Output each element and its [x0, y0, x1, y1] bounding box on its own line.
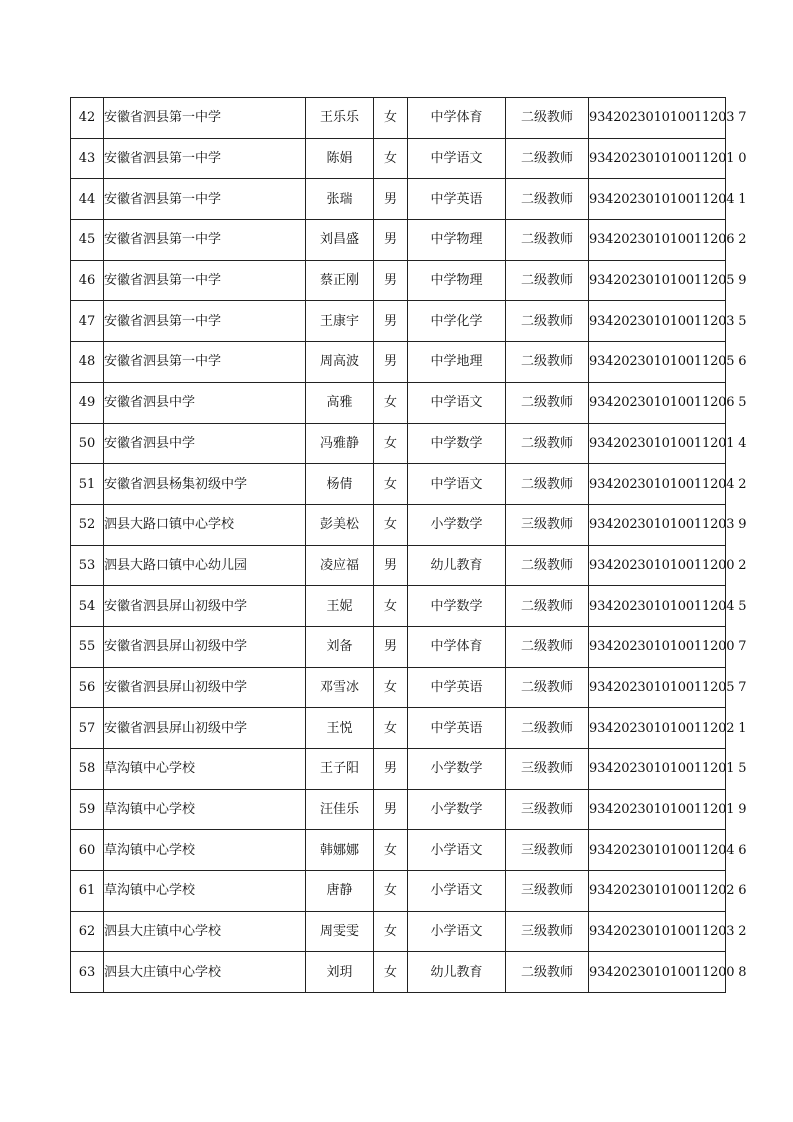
- certificate-number-cell: 934202301010011206 2: [589, 220, 726, 261]
- subject-cell: 小学数学: [408, 749, 506, 790]
- subject-cell: 中学体育: [408, 626, 506, 667]
- teacher-name-cell: 王乐乐: [306, 98, 374, 139]
- school-name-cell: 安徽省泗县第一中学: [104, 220, 306, 261]
- serial-number-cell: 62: [71, 911, 104, 952]
- subject-cell: 小学语文: [408, 830, 506, 871]
- subject-cell: 中学物理: [408, 220, 506, 261]
- subject-cell: 幼儿教育: [408, 952, 506, 993]
- gender-cell: 男: [374, 342, 408, 383]
- school-name-cell: 泗县大庄镇中心学校: [104, 952, 306, 993]
- serial-number-cell: 53: [71, 545, 104, 586]
- title-rank-cell: 二级教师: [506, 545, 589, 586]
- table-row: [71, 220, 726, 261]
- serial-number-cell: 54: [71, 586, 104, 627]
- school-name-cell: 草沟镇中心学校: [104, 830, 306, 871]
- school-name-cell: 安徽省泗县中学: [104, 423, 306, 464]
- school-name-cell: 安徽省泗县第一中学: [104, 138, 306, 179]
- serial-number-cell: 47: [71, 301, 104, 342]
- subject-cell: 小学语文: [408, 871, 506, 912]
- subject-cell: 中学数学: [408, 586, 506, 627]
- gender-cell: 男: [374, 179, 408, 220]
- serial-number-cell: 55: [71, 626, 104, 667]
- title-rank-cell: 二级教师: [506, 98, 589, 139]
- gender-cell: 女: [374, 382, 408, 423]
- title-rank-cell: 三级教师: [506, 504, 589, 545]
- subject-cell: 中学英语: [408, 179, 506, 220]
- title-rank-cell: 三级教师: [506, 911, 589, 952]
- table-row: [71, 586, 726, 627]
- school-name-cell: 安徽省泗县屏山初级中学: [104, 586, 306, 627]
- certificate-number-cell: 934202301010011202 6: [589, 871, 726, 912]
- teacher-name-cell: 蔡正刚: [306, 260, 374, 301]
- certificate-number-cell: 934202301010011205 6: [589, 342, 726, 383]
- table-row: [71, 423, 726, 464]
- subject-cell: 中学体育: [408, 98, 506, 139]
- teacher-name-cell: 高雅: [306, 382, 374, 423]
- table-row: [71, 98, 726, 139]
- gender-cell: 女: [374, 586, 408, 627]
- serial-number-cell: 57: [71, 708, 104, 749]
- title-rank-cell: 二级教师: [506, 464, 589, 505]
- subject-cell: 中学英语: [408, 708, 506, 749]
- teacher-name-cell: 刘玥: [306, 952, 374, 993]
- school-name-cell: 泗县大路口镇中心幼儿园: [104, 545, 306, 586]
- school-name-cell: 安徽省泗县第一中学: [104, 342, 306, 383]
- teacher-name-cell: 彭美松: [306, 504, 374, 545]
- school-name-cell: 草沟镇中心学校: [104, 871, 306, 912]
- teacher-name-cell: 张瑞: [306, 179, 374, 220]
- serial-number-cell: 51: [71, 464, 104, 505]
- roster-body: [71, 98, 747, 993]
- teacher-name-cell: 凌应福: [306, 545, 374, 586]
- subject-cell: 幼儿教育: [408, 545, 506, 586]
- serial-number-cell: 42: [71, 98, 104, 139]
- table-row: [71, 260, 726, 301]
- certificate-number-cell: 934202301010011205 7: [589, 667, 726, 708]
- teacher-name-cell: 刘昌盛: [306, 220, 374, 261]
- teacher-name-cell: 周高波: [306, 342, 374, 383]
- serial-number-cell: 46: [71, 260, 104, 301]
- gender-cell: 男: [374, 220, 408, 261]
- subject-cell: 小学数学: [408, 789, 506, 830]
- subject-cell: 小学语文: [408, 911, 506, 952]
- table-row: [71, 871, 726, 912]
- table-row: [71, 789, 726, 830]
- teacher-name-cell: 唐静: [306, 871, 374, 912]
- serial-number-cell: 44: [71, 179, 104, 220]
- teacher-name-cell: 王妮: [306, 586, 374, 627]
- school-name-cell: 安徽省泗县第一中学: [104, 179, 306, 220]
- school-name-cell: 安徽省泗县杨集初级中学: [104, 464, 306, 505]
- title-rank-cell: 三级教师: [506, 830, 589, 871]
- teacher-name-cell: 邓雪冰: [306, 667, 374, 708]
- title-rank-cell: 二级教师: [506, 138, 589, 179]
- title-rank-cell: 二级教师: [506, 382, 589, 423]
- gender-cell: 男: [374, 545, 408, 586]
- title-rank-cell: 二级教师: [506, 423, 589, 464]
- certificate-number-cell: 934202301010011202 1: [589, 708, 726, 749]
- serial-number-cell: 50: [71, 423, 104, 464]
- gender-cell: 女: [374, 830, 408, 871]
- teacher-name-cell: 韩娜娜: [306, 830, 374, 871]
- table-row: [71, 545, 726, 586]
- table-row: [71, 911, 726, 952]
- serial-number-cell: 56: [71, 667, 104, 708]
- serial-number-cell: 48: [71, 342, 104, 383]
- serial-number-cell: 61: [71, 871, 104, 912]
- table-row: [71, 626, 726, 667]
- title-rank-cell: 二级教师: [506, 342, 589, 383]
- certificate-number-cell: 934202301010011203 9: [589, 504, 726, 545]
- serial-number-cell: 52: [71, 504, 104, 545]
- gender-cell: 女: [374, 952, 408, 993]
- school-name-cell: 泗县大路口镇中心学校: [104, 504, 306, 545]
- school-name-cell: 安徽省泗县第一中学: [104, 301, 306, 342]
- certificate-number-cell: 934202301010011201 9: [589, 789, 726, 830]
- title-rank-cell: 二级教师: [506, 626, 589, 667]
- table-row: [71, 504, 726, 545]
- title-rank-cell: 二级教师: [506, 179, 589, 220]
- subject-cell: 中学地理: [408, 342, 506, 383]
- school-name-cell: 草沟镇中心学校: [104, 789, 306, 830]
- certificate-number-cell: 934202301010011201 4: [589, 423, 726, 464]
- table-row: [71, 667, 726, 708]
- title-rank-cell: 二级教师: [506, 952, 589, 993]
- gender-cell: 男: [374, 301, 408, 342]
- title-rank-cell: 三级教师: [506, 749, 589, 790]
- serial-number-cell: 45: [71, 220, 104, 261]
- subject-cell: 中学化学: [408, 301, 506, 342]
- gender-cell: 男: [374, 260, 408, 301]
- teacher-name-cell: 陈娟: [306, 138, 374, 179]
- title-rank-cell: 三级教师: [506, 871, 589, 912]
- certificate-number-cell: 934202301010011204 6: [589, 830, 726, 871]
- certificate-number-cell: 934202301010011203 7: [589, 98, 726, 139]
- title-rank-cell: 三级教师: [506, 789, 589, 830]
- certificate-number-cell: 934202301010011204 1: [589, 179, 726, 220]
- subject-cell: 中学英语: [408, 667, 506, 708]
- subject-cell: 中学语文: [408, 464, 506, 505]
- serial-number-cell: 59: [71, 789, 104, 830]
- gender-cell: 女: [374, 871, 408, 912]
- table-row: [71, 708, 726, 749]
- teacher-name-cell: 汪佳乐: [306, 789, 374, 830]
- serial-number-cell: 58: [71, 749, 104, 790]
- gender-cell: 女: [374, 423, 408, 464]
- subject-cell: 中学语文: [408, 382, 506, 423]
- table-row: [71, 342, 726, 383]
- teacher-name-cell: 周雯雯: [306, 911, 374, 952]
- certificate-number-cell: 934202301010011201 5: [589, 749, 726, 790]
- certificate-number-cell: 934202301010011200 2: [589, 545, 726, 586]
- certificate-number-cell: 934202301010011201 0: [589, 138, 726, 179]
- school-name-cell: 安徽省泗县第一中学: [104, 260, 306, 301]
- school-name-cell: 安徽省泗县屏山初级中学: [104, 626, 306, 667]
- gender-cell: 女: [374, 667, 408, 708]
- title-rank-cell: 二级教师: [506, 220, 589, 261]
- school-name-cell: 草沟镇中心学校: [104, 749, 306, 790]
- gender-cell: 女: [374, 98, 408, 139]
- table-row: [71, 179, 726, 220]
- teacher-name-cell: 王子阳: [306, 749, 374, 790]
- certificate-number-cell: 934202301010011203 5: [589, 301, 726, 342]
- gender-cell: 女: [374, 504, 408, 545]
- certificate-number-cell: 934202301010011206 5: [589, 382, 726, 423]
- school-name-cell: 泗县大庄镇中心学校: [104, 911, 306, 952]
- serial-number-cell: 49: [71, 382, 104, 423]
- gender-cell: 女: [374, 464, 408, 505]
- subject-cell: 中学数学: [408, 423, 506, 464]
- teacher-name-cell: 王悦: [306, 708, 374, 749]
- table-row: [71, 382, 726, 423]
- gender-cell: 女: [374, 911, 408, 952]
- gender-cell: 男: [374, 749, 408, 790]
- title-rank-cell: 二级教师: [506, 667, 589, 708]
- subject-cell: 小学数学: [408, 504, 506, 545]
- title-rank-cell: 二级教师: [506, 586, 589, 627]
- certificate-number-cell: 934202301010011203 2: [589, 911, 726, 952]
- school-name-cell: 安徽省泗县第一中学: [104, 98, 306, 139]
- school-name-cell: 安徽省泗县屏山初级中学: [104, 667, 306, 708]
- table-row: [71, 952, 726, 993]
- serial-number-cell: 43: [71, 138, 104, 179]
- table-row: [71, 830, 726, 871]
- gender-cell: 男: [374, 626, 408, 667]
- serial-number-cell: 63: [71, 952, 104, 993]
- certificate-number-cell: 934202301010011204 5: [589, 586, 726, 627]
- certificate-number-cell: 934202301010011205 9: [589, 260, 726, 301]
- title-rank-cell: 二级教师: [506, 301, 589, 342]
- subject-cell: 中学语文: [408, 138, 506, 179]
- gender-cell: 女: [374, 708, 408, 749]
- teacher-name-cell: 杨倩: [306, 464, 374, 505]
- title-rank-cell: 二级教师: [506, 708, 589, 749]
- subject-cell: 中学物理: [408, 260, 506, 301]
- teacher-name-cell: 王康宇: [306, 301, 374, 342]
- school-name-cell: 安徽省泗县中学: [104, 382, 306, 423]
- table-row: [71, 138, 726, 179]
- gender-cell: 女: [374, 138, 408, 179]
- teacher-name-cell: 刘备: [306, 626, 374, 667]
- gender-cell: 男: [374, 789, 408, 830]
- teacher-roster-table: [70, 97, 747, 993]
- school-name-cell: 安徽省泗县屏山初级中学: [104, 708, 306, 749]
- certificate-number-cell: 934202301010011200 8: [589, 952, 726, 993]
- table-row: [71, 749, 726, 790]
- serial-number-cell: 60: [71, 830, 104, 871]
- certificate-number-cell: 934202301010011204 2: [589, 464, 726, 505]
- table-row: [71, 464, 726, 505]
- teacher-name-cell: 冯雅静: [306, 423, 374, 464]
- title-rank-cell: 二级教师: [506, 260, 589, 301]
- certificate-number-cell: 934202301010011200 7: [589, 626, 726, 667]
- table-row: [71, 301, 726, 342]
